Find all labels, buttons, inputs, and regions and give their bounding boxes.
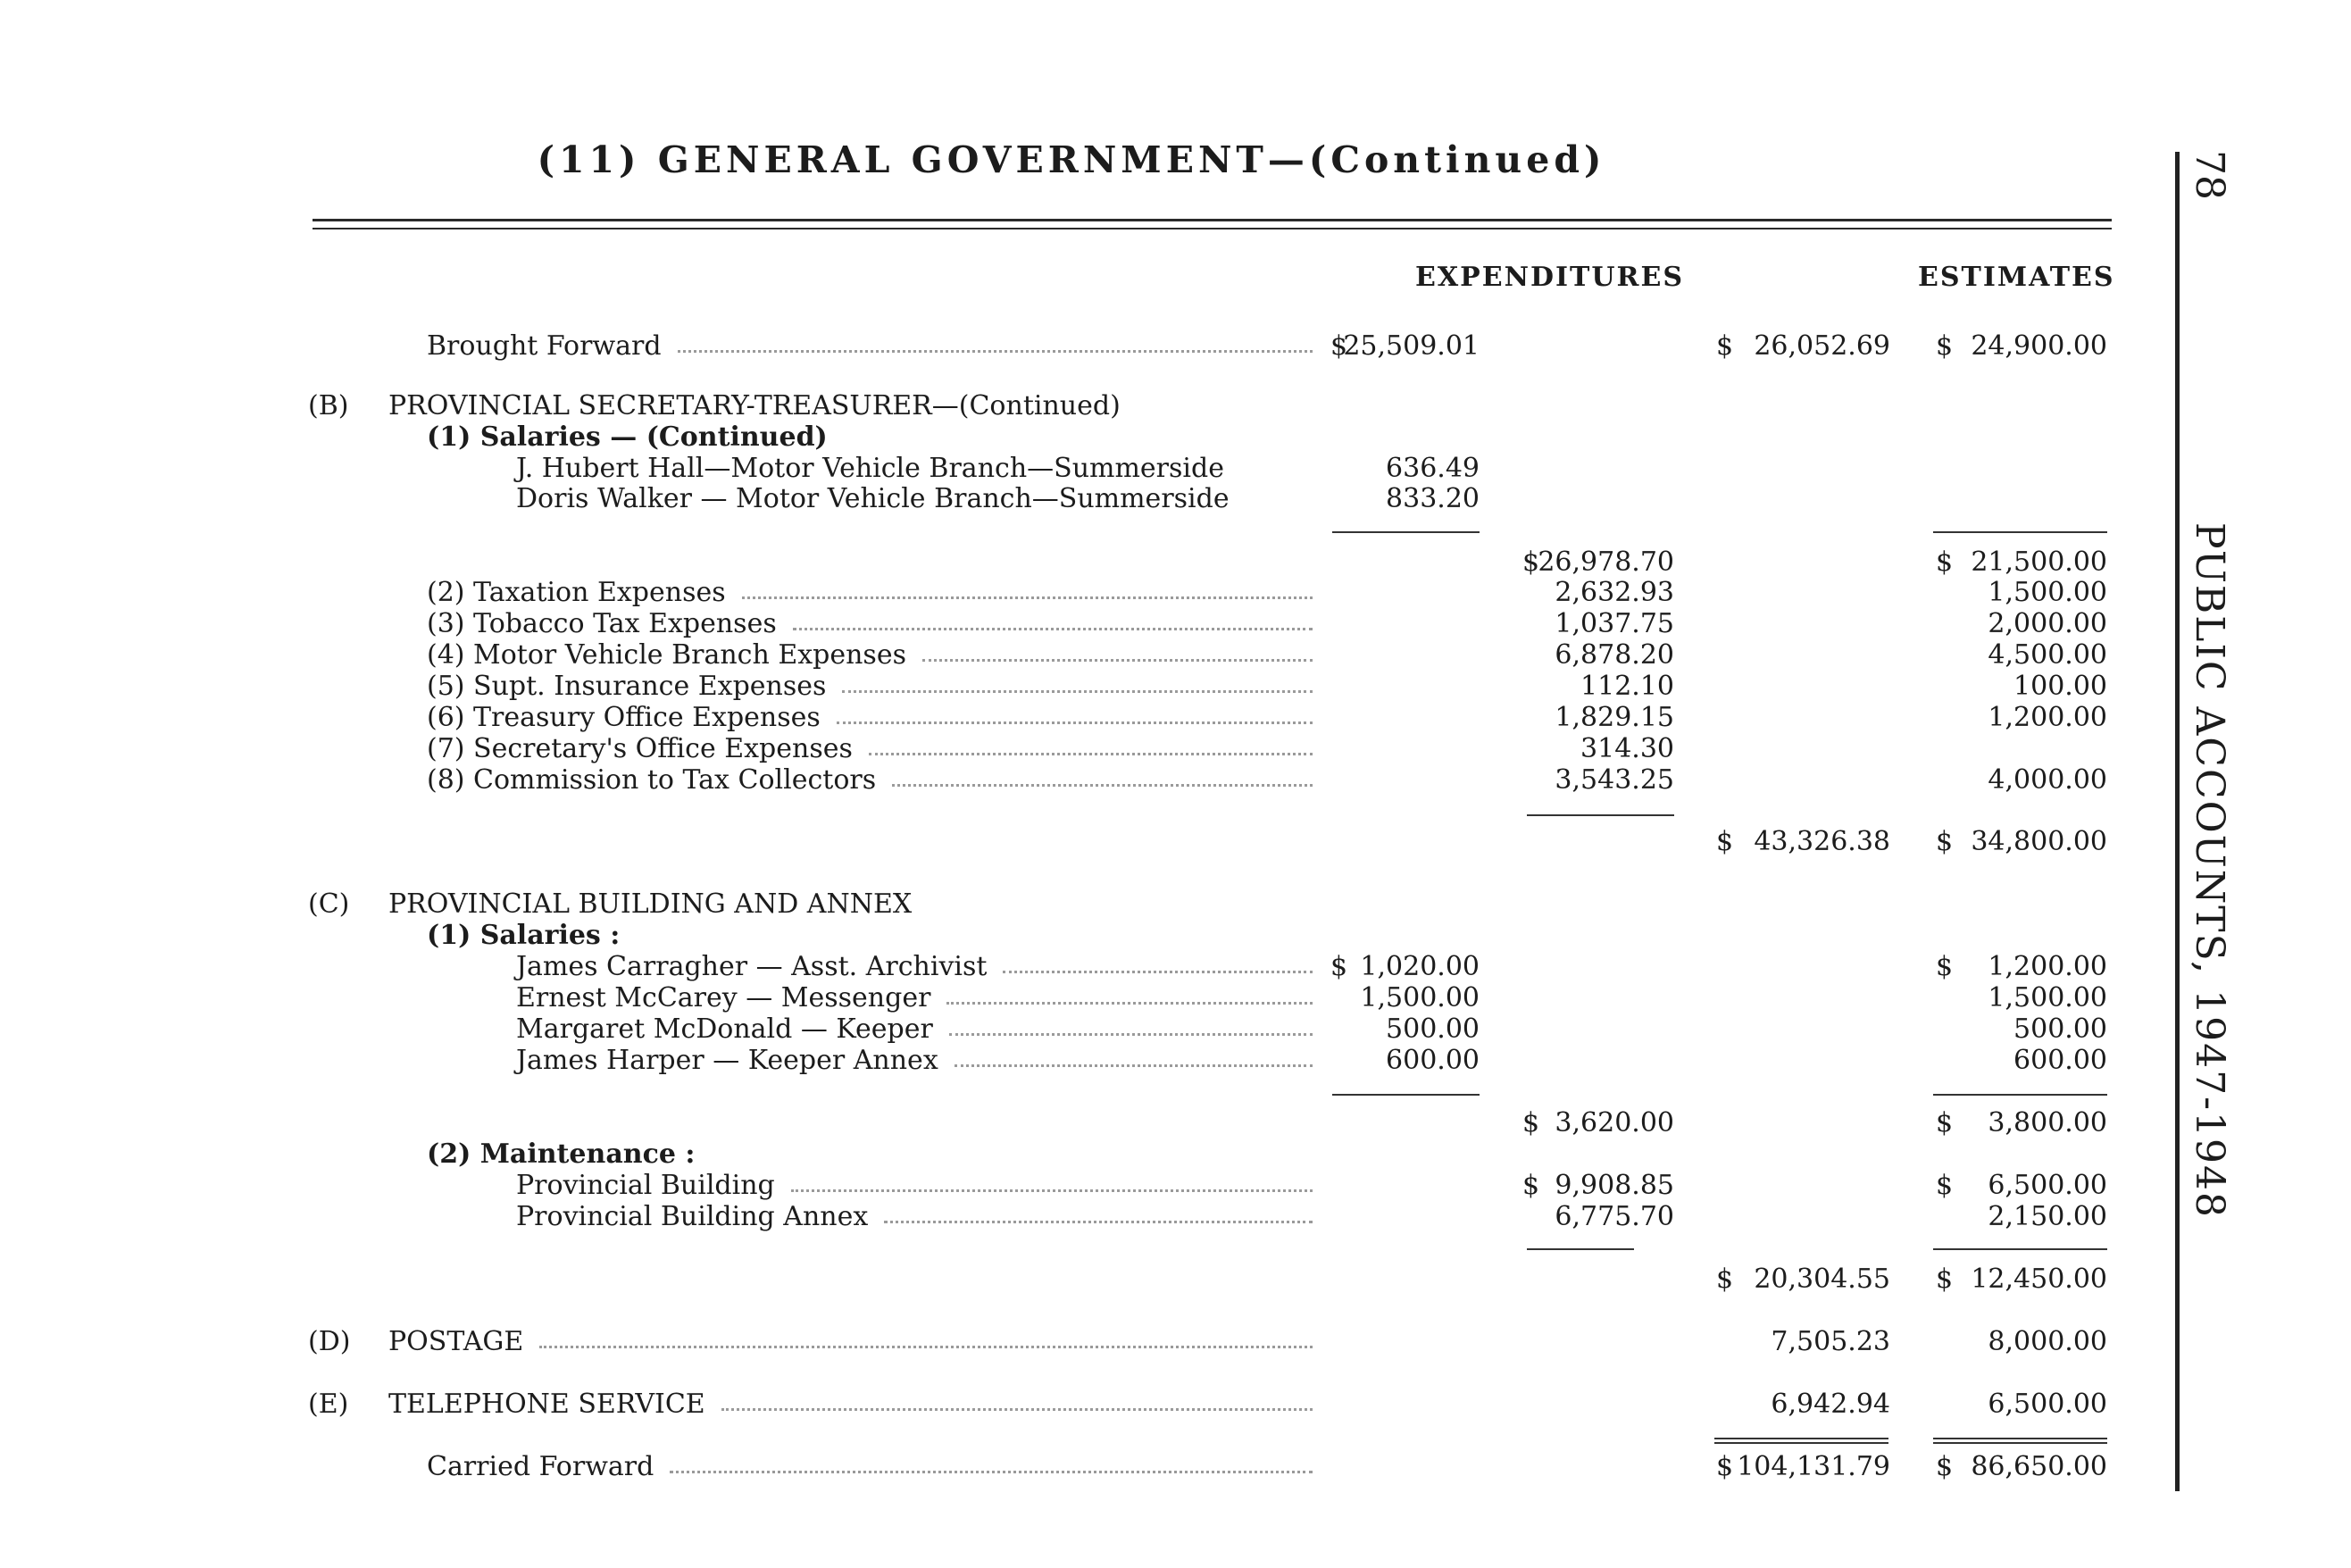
row-mcdonald — [0, 1013, 2125, 1046]
expenditure-subtotal: 3,543.25 — [1555, 764, 1674, 796]
leader-dots — [793, 608, 1313, 630]
estimate-value: 100.00 — [2013, 671, 2107, 702]
leader-dots — [670, 1451, 1313, 1473]
title-rule-top — [313, 219, 2112, 221]
dollar-sign: $ — [1936, 330, 1954, 362]
row-label: (8) Commission to Tax Collectors — [427, 764, 877, 796]
row-label: (5) Supt. Insurance Expenses — [427, 671, 827, 702]
dollar-sign: $ — [1936, 546, 1954, 578]
estimate-value: 1,200.00 — [1988, 951, 2107, 982]
row-c2-maint — [0, 1138, 2125, 1171]
rule-total-4b — [1933, 1442, 2107, 1444]
expenditure-item: 1,500.00 — [1360, 982, 1480, 1013]
expenditure-subtotal: 6,775.70 — [1555, 1201, 1674, 1232]
expenditure-item: 1,020.00 — [1360, 951, 1480, 982]
estimates-header: ESTIMATES — [1918, 262, 2115, 293]
estimate-value: 3,800.00 — [1988, 1107, 2107, 1138]
row-label: PROVINCIAL BUILDING AND ANNEX — [388, 888, 913, 920]
rule-total-3b — [1714, 1442, 1888, 1444]
estimate-value: 12,450.00 — [1971, 1264, 2107, 1295]
dollar-sign: $ — [1936, 1451, 1954, 1482]
estimate-value: 1,500.00 — [1988, 982, 2107, 1013]
expenditure-subtotal: 1,037.75 — [1555, 608, 1674, 639]
dollar-sign: $ — [1330, 951, 1348, 982]
expenditure-subtotal: 314.30 — [1580, 733, 1674, 764]
dollar-sign: $ — [1936, 826, 1954, 857]
row-c1-salaries — [0, 920, 2125, 952]
leader-dots — [742, 577, 1313, 599]
leader-dots — [892, 764, 1313, 787]
expenditure-total: 6,942.94 — [1771, 1389, 1890, 1420]
row-label: Ernest McCarey — Messenger — [516, 982, 931, 1013]
row-label: Brought Forward — [427, 330, 662, 362]
leader-dots — [791, 1170, 1313, 1192]
rule-salaries-b — [1332, 531, 1480, 533]
estimate-value: 34,800.00 — [1971, 826, 2107, 857]
row-label: POSTAGE — [388, 1326, 524, 1357]
row-label: (3) Tobacco Tax Expenses — [427, 608, 777, 639]
row-d-postage — [0, 1326, 2125, 1358]
estimate-value: 2,150.00 — [1988, 1201, 2107, 1232]
rule-total-4 — [1933, 1438, 2107, 1439]
expenditure-item: 636.49 — [1386, 453, 1480, 484]
row-b6 — [0, 702, 2125, 734]
expenditure-subtotal: 112.10 — [1580, 671, 1674, 702]
leader-dots — [884, 1201, 1313, 1223]
expenditure-item: 25,509.01 — [1343, 330, 1480, 362]
section-letter: (D) — [308, 1326, 351, 1357]
row-b1-salaries — [0, 421, 2125, 454]
row-brought-forward — [0, 330, 2125, 363]
row-carragher — [0, 951, 2125, 983]
row-b5 — [0, 671, 2125, 703]
row-label: (1) Salaries : — [427, 920, 621, 951]
dollar-sign: $ — [1522, 546, 1540, 578]
row-b8 — [0, 764, 2125, 797]
row-label: (4) Motor Vehicle Branch Expenses — [427, 639, 906, 671]
leader-dots — [678, 330, 1313, 353]
estimate-value: 4,000.00 — [1988, 764, 2107, 796]
leader-dots — [955, 1045, 1313, 1067]
leader-dots — [1003, 951, 1313, 973]
dollar-sign: $ — [1936, 951, 1954, 982]
row-c-heading — [0, 888, 2125, 921]
dollar-sign: $ — [1330, 330, 1348, 362]
row-label: Provincial Building — [516, 1170, 775, 1201]
estimate-value: 21,500.00 — [1971, 546, 2107, 578]
row-label: (2) Maintenance : — [427, 1138, 696, 1170]
section-letter: (B) — [308, 390, 349, 421]
estimate-value: 500.00 — [2013, 1013, 2107, 1045]
rule-maint-c — [1527, 1248, 1634, 1250]
row-carried-forward — [0, 1451, 2125, 1483]
expenditure-subtotal: 2,632.93 — [1555, 577, 1674, 608]
row-c-total — [0, 1264, 2125, 1296]
title-rule-bottom — [313, 228, 2112, 229]
row-b-heading — [0, 390, 2125, 422]
leader-dots — [721, 1389, 1313, 1411]
expenditure-subtotal: 3,620.00 — [1555, 1107, 1674, 1138]
rule-total-3 — [1714, 1438, 1888, 1439]
dollar-sign: $ — [1936, 1107, 1954, 1138]
expenditure-total: 20,304.55 — [1754, 1264, 1890, 1295]
leader-dots — [946, 982, 1313, 1005]
running-head: PUBLIC ACCOUNTS, 1947-1948 — [2187, 522, 2232, 1219]
leader-dots — [949, 1013, 1313, 1036]
row-label: Provincial Building Annex — [516, 1201, 869, 1232]
row-label: (7) Secretary's Office Expenses — [427, 733, 853, 764]
expenditure-total: 26,052.69 — [1754, 330, 1890, 362]
estimate-value: 6,500.00 — [1988, 1389, 2107, 1420]
expenditure-item: 600.00 — [1386, 1045, 1480, 1076]
leader-dots — [842, 671, 1313, 693]
row-label: TELEPHONE SERVICE — [388, 1389, 705, 1420]
dollar-sign: $ — [1716, 330, 1734, 362]
rule-estimates-b1 — [1933, 531, 2107, 533]
expenditure-total: 43,326.38 — [1754, 826, 1890, 857]
section-letter: (C) — [308, 888, 350, 920]
row-hall — [0, 453, 2125, 485]
page-title: (11) GENERAL GOVERNMENT—(Continued) — [537, 138, 1606, 181]
row-label: Margaret McDonald — Keeper — [516, 1013, 933, 1045]
dollar-sign: $ — [1936, 1264, 1954, 1295]
row-b1-total — [0, 546, 2125, 579]
expenditure-total: 104,131.79 — [1737, 1451, 1890, 1482]
leader-dots — [922, 639, 1313, 662]
row-mccarey — [0, 982, 2125, 1014]
row-b7 — [0, 733, 2125, 765]
rule-salaries-c — [1332, 1094, 1480, 1096]
expenditure-item: 833.20 — [1386, 483, 1480, 514]
row-label: Carried Forward — [427, 1451, 654, 1482]
dollar-sign: $ — [1522, 1107, 1540, 1138]
dollar-sign: $ — [1936, 1170, 1954, 1201]
row-label: James Harper — Keeper Annex — [516, 1045, 938, 1076]
row-label: (2) Taxation Expenses — [427, 577, 726, 608]
row-b-total — [0, 826, 2125, 858]
estimate-value: 6,500.00 — [1988, 1170, 2107, 1201]
margin-bar — [2175, 152, 2180, 1491]
expenditure-subtotal: 9,908.85 — [1555, 1170, 1674, 1201]
rule-estimates-c2 — [1933, 1248, 2107, 1250]
row-e-telephone — [0, 1389, 2125, 1421]
row-b2 — [0, 577, 2125, 609]
estimate-value: 1,200.00 — [1988, 702, 2107, 733]
row-harper — [0, 1045, 2125, 1077]
expenditure-subtotal: 1,829.15 — [1555, 702, 1674, 733]
page-number: 78 — [2187, 150, 2232, 200]
estimate-value: 4,500.00 — [1988, 639, 2107, 671]
row-label: (1) Salaries — (Continued) — [427, 421, 828, 453]
expenditure-item: 500.00 — [1386, 1013, 1480, 1045]
row-label: Doris Walker — Motor Vehicle Branch—Summerside — [516, 483, 1230, 514]
row-walker — [0, 483, 2125, 515]
row-label: PROVINCIAL SECRETARY-TREASURER—(Continued) — [388, 390, 1121, 421]
row-b4 — [0, 639, 2125, 671]
row-b3 — [0, 608, 2125, 640]
dollar-sign: $ — [1716, 1451, 1734, 1482]
dollar-sign: $ — [1716, 826, 1734, 857]
estimate-value: 2,000.00 — [1988, 608, 2107, 639]
estimate-value: 24,900.00 — [1971, 330, 2107, 362]
leader-dots — [837, 702, 1313, 724]
row-prov-annex — [0, 1201, 2125, 1233]
row-label: James Carragher — Asst. Archivist — [516, 951, 988, 982]
dollar-sign: $ — [1716, 1264, 1734, 1295]
leader-dots — [539, 1326, 1313, 1348]
row-c1-total — [0, 1107, 2125, 1139]
estimate-value: 8,000.00 — [1988, 1326, 2107, 1357]
estimate-value: 86,650.00 — [1971, 1451, 2107, 1482]
expenditures-header: EXPENDITURES — [1415, 262, 1684, 293]
rule-expenses-b — [1527, 814, 1674, 816]
estimate-value: 1,500.00 — [1988, 577, 2107, 608]
row-label: J. Hubert Hall—Motor Vehicle Branch—Summerside — [516, 453, 1224, 484]
expenditure-subtotal: 6,878.20 — [1555, 639, 1674, 671]
estimate-value: 600.00 — [2013, 1045, 2107, 1076]
row-prov-bldg — [0, 1170, 2125, 1202]
row-label: (6) Treasury Office Expenses — [427, 702, 821, 733]
dollar-sign: $ — [1522, 1170, 1540, 1201]
rule-estimates-c1 — [1933, 1094, 2107, 1096]
leader-dots — [869, 733, 1313, 755]
expenditure-total: 7,505.23 — [1771, 1326, 1890, 1357]
section-letter: (E) — [308, 1389, 349, 1420]
expenditure-subtotal: 26,978.70 — [1538, 546, 1674, 578]
